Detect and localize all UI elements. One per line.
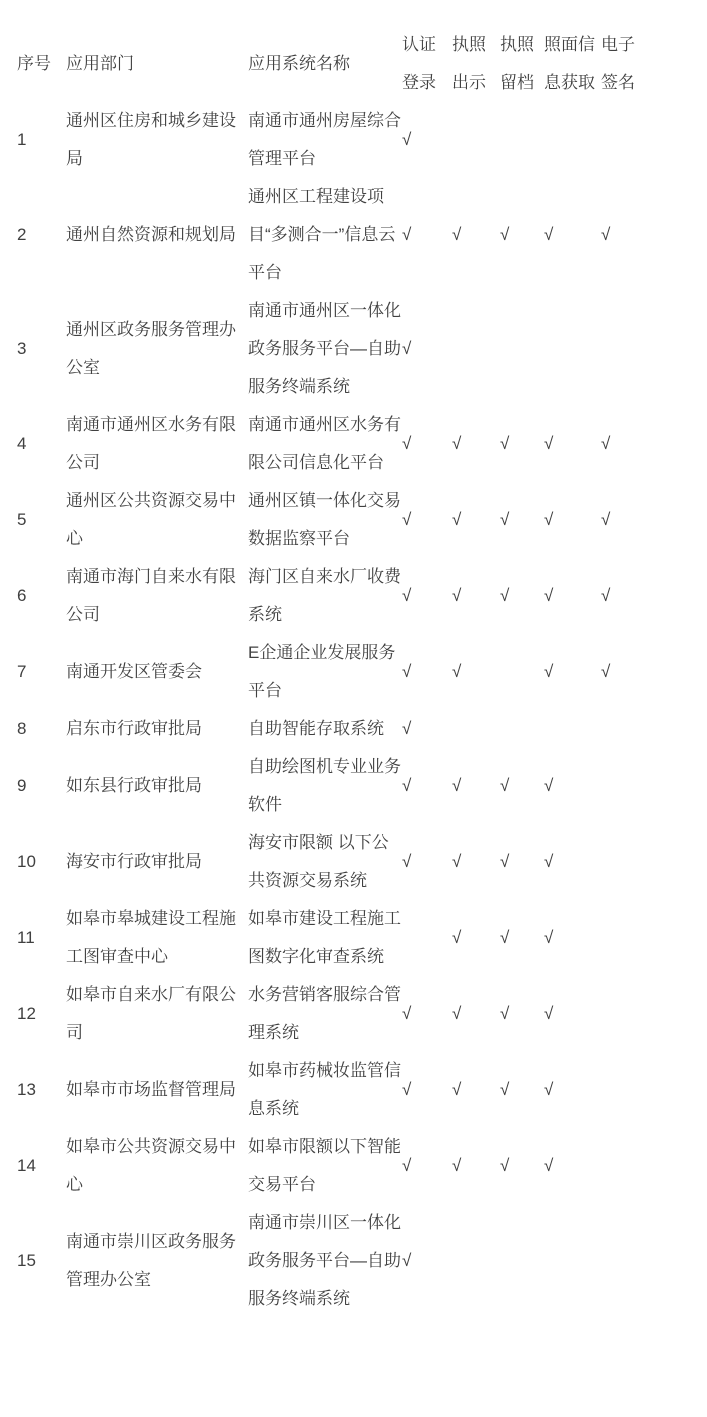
cell-serial-number: 15	[17, 1251, 36, 1270]
cell-check-license-archive: √	[500, 225, 510, 244]
table-row	[17, 976, 650, 1052]
table-row	[17, 1052, 650, 1128]
cell-serial-number: 14	[17, 1156, 36, 1175]
cell-check-face-info: √	[544, 1004, 554, 1023]
cell-serial-number: 6	[17, 586, 27, 605]
cell-department: 通州自然资源和规划局	[66, 225, 236, 244]
cell-department: 通州区公共资源交易中心	[66, 491, 236, 548]
cell-system-name: 海门区自来水厂收费系统	[248, 567, 401, 624]
table-row	[17, 634, 650, 710]
cell-serial-number: 12	[17, 1004, 36, 1023]
header-license-archive: 执照留档	[500, 35, 534, 92]
cell-check-license-present: √	[452, 776, 462, 795]
cell-serial-number: 9	[17, 776, 27, 795]
cell-serial-number: 11	[17, 928, 35, 947]
cell-check-auth-login	[402, 900, 452, 976]
cell-check-face-info: √	[544, 1156, 554, 1175]
cell-system-name: 通州区镇一体化交易数据监察平台	[248, 491, 401, 548]
cell-check-license-present: √	[452, 1156, 462, 1175]
cell-check-face-info	[544, 710, 601, 748]
cell-department: 南通开发区管委会	[66, 662, 202, 681]
cell-serial-number: 7	[17, 662, 27, 681]
cell-check-license-archive	[500, 292, 544, 406]
cell-check-face-info: √	[544, 1080, 554, 1099]
cell-system-name: 如皋市限额以下智能交易平台	[248, 1137, 401, 1194]
cell-check-license-present: √	[452, 225, 462, 244]
cell-check-esignature	[601, 1128, 650, 1204]
cell-system-name: 南通市通州区一体化政务服务平台—自助服务终端系统	[248, 301, 401, 396]
header-department: 应用部门	[66, 54, 134, 73]
cell-check-license-archive: √	[500, 852, 510, 871]
cell-system-name: 南通市崇川区一体化政务服务平台—自助服务终端系统	[248, 1213, 401, 1308]
table-row	[17, 824, 650, 900]
header-license-present: 执照出示	[452, 35, 486, 92]
cell-system-name: 南通市通州区水务有限公司信息化平台	[248, 415, 401, 472]
cell-check-license-present: √	[452, 662, 462, 681]
cell-check-license-present: √	[452, 852, 462, 871]
cell-check-license-archive: √	[500, 586, 510, 605]
cell-check-esignature	[601, 748, 650, 824]
cell-check-esignature: √	[601, 510, 611, 529]
cell-check-license-archive: √	[500, 434, 510, 453]
cell-check-license-archive	[500, 1204, 544, 1318]
cell-check-face-info: √	[544, 928, 554, 947]
cell-department: 如皋市皋城建设工程施工图审查中心	[66, 909, 236, 966]
cell-system-name: 通州区工程建设项目“多测合一”信息云平台	[248, 187, 396, 282]
cell-check-license-archive	[500, 710, 544, 748]
cell-department: 如皋市公共资源交易中心	[66, 1137, 236, 1194]
cell-serial-number: 3	[17, 339, 27, 358]
cell-check-esignature: √	[601, 225, 611, 244]
cell-check-license-present: √	[452, 1080, 462, 1099]
cell-check-face-info	[544, 1204, 601, 1318]
cell-check-license-archive: √	[500, 1156, 510, 1175]
cell-check-license-present: √	[452, 586, 462, 605]
cell-check-face-info: √	[544, 852, 554, 871]
cell-check-auth-login: √	[402, 434, 412, 453]
table-row	[17, 292, 650, 406]
table-row	[17, 178, 650, 292]
cell-department: 南通市通州区水务有限公司	[66, 415, 236, 472]
cell-check-auth-login: √	[402, 1156, 412, 1175]
cell-check-esignature	[601, 710, 650, 748]
cell-department: 如皋市自来水厂有限公司	[66, 985, 236, 1042]
table-header	[17, 26, 650, 102]
header-auth-login: 认证登录	[402, 35, 436, 92]
cell-check-esignature	[601, 1204, 650, 1318]
cell-serial-number: 5	[17, 510, 27, 529]
cell-check-face-info: √	[544, 225, 554, 244]
header-system-name: 应用系统名称	[248, 54, 350, 73]
cell-check-license-present: √	[452, 928, 462, 947]
cell-check-license-archive	[500, 102, 544, 178]
cell-system-name: 如皋市药械妆监管信息系统	[248, 1061, 401, 1118]
header-serial-number: 序号	[17, 54, 51, 73]
cell-check-face-info: √	[544, 510, 554, 529]
cell-check-esignature: √	[601, 434, 611, 453]
cell-check-face-info	[544, 102, 601, 178]
cell-check-esignature	[601, 1052, 650, 1128]
cell-serial-number: 10	[17, 852, 36, 871]
cell-check-license-present: √	[452, 1004, 462, 1023]
cell-check-auth-login: √	[402, 1080, 412, 1099]
cell-check-auth-login: √	[402, 130, 412, 149]
cell-serial-number: 1	[17, 130, 27, 149]
cell-check-auth-login: √	[402, 510, 412, 529]
cell-check-auth-login: √	[402, 225, 412, 244]
cell-check-license-present: √	[452, 510, 462, 529]
cell-check-license-archive: √	[500, 1080, 510, 1099]
cell-system-name: 自助智能存取系统	[248, 719, 384, 738]
cell-check-esignature	[601, 976, 650, 1052]
table-row	[17, 102, 650, 178]
cell-check-auth-login: √	[402, 852, 412, 871]
table-row	[17, 482, 650, 558]
cell-system-name: E企通企业发展服务平台	[248, 643, 396, 700]
cell-check-auth-login: √	[402, 1004, 412, 1023]
cell-check-esignature: √	[601, 586, 611, 605]
cell-department: 海安市行政审批局	[66, 852, 202, 871]
page	[0, 26, 707, 1417]
cell-check-face-info: √	[544, 662, 554, 681]
cell-department: 通州区住房和城乡建设局	[66, 111, 236, 168]
header-row	[17, 26, 650, 102]
table-row	[17, 406, 650, 482]
cell-system-name: 海安市限额 以下公共资源交易系统	[248, 833, 389, 890]
table-body	[17, 102, 650, 1318]
table-row	[17, 1128, 650, 1204]
cell-check-license-archive: √	[500, 1004, 510, 1023]
cell-serial-number: 4	[17, 434, 27, 453]
table-row	[17, 710, 650, 748]
cell-department: 南通市崇川区政务服务管理办公室	[66, 1232, 236, 1289]
cell-check-esignature	[601, 824, 650, 900]
table-row	[17, 558, 650, 634]
cell-department: 如皋市市场监督管理局	[66, 1080, 236, 1099]
cell-department: 启东市行政审批局	[66, 719, 202, 738]
cell-check-auth-login: √	[402, 662, 412, 681]
cell-check-license-present	[452, 1204, 500, 1318]
cell-check-face-info: √	[544, 586, 554, 605]
cell-serial-number: 2	[17, 225, 27, 244]
cell-check-face-info	[544, 292, 601, 406]
cell-check-auth-login: √	[402, 1251, 412, 1270]
table-row	[17, 748, 650, 824]
header-esignature: 电子签名	[601, 35, 635, 92]
cell-check-auth-login: √	[402, 339, 412, 358]
cell-check-license-present: √	[452, 434, 462, 453]
header-face-info: 照面信息获取	[544, 35, 595, 92]
cell-check-license-archive: √	[500, 928, 510, 947]
cell-check-license-present	[452, 292, 500, 406]
cell-department: 如东县行政审批局	[66, 776, 202, 795]
cell-system-name: 水务营销客服综合管理系统	[248, 985, 401, 1042]
cell-system-name: 南通市通州房屋综合管理平台	[248, 111, 401, 168]
cell-serial-number: 13	[17, 1080, 36, 1099]
table-row	[17, 900, 650, 976]
cell-check-license-archive	[500, 634, 544, 710]
cell-check-esignature	[601, 900, 650, 976]
cell-department: 通州区政务服务管理办公室	[66, 320, 236, 377]
cell-check-auth-login: √	[402, 719, 412, 738]
table-row	[17, 1204, 650, 1318]
applications-table	[17, 26, 650, 1318]
cell-check-license-present	[452, 710, 500, 748]
cell-check-auth-login: √	[402, 586, 412, 605]
cell-serial-number: 8	[17, 719, 27, 738]
cell-check-esignature	[601, 102, 650, 178]
cell-system-name: 如皋市建设工程施工图数字化审查系统	[248, 909, 401, 966]
cell-check-esignature: √	[601, 662, 611, 681]
cell-check-face-info: √	[544, 434, 554, 453]
cell-check-license-archive: √	[500, 776, 510, 795]
cell-check-auth-login: √	[402, 776, 412, 795]
cell-system-name: 自助绘图机专业业务软件	[248, 757, 401, 814]
cell-department: 南通市海门自来水有限公司	[66, 567, 236, 624]
cell-check-license-archive: √	[500, 510, 510, 529]
cell-check-face-info: √	[544, 776, 554, 795]
cell-check-license-present	[452, 102, 500, 178]
cell-check-esignature	[601, 292, 650, 406]
